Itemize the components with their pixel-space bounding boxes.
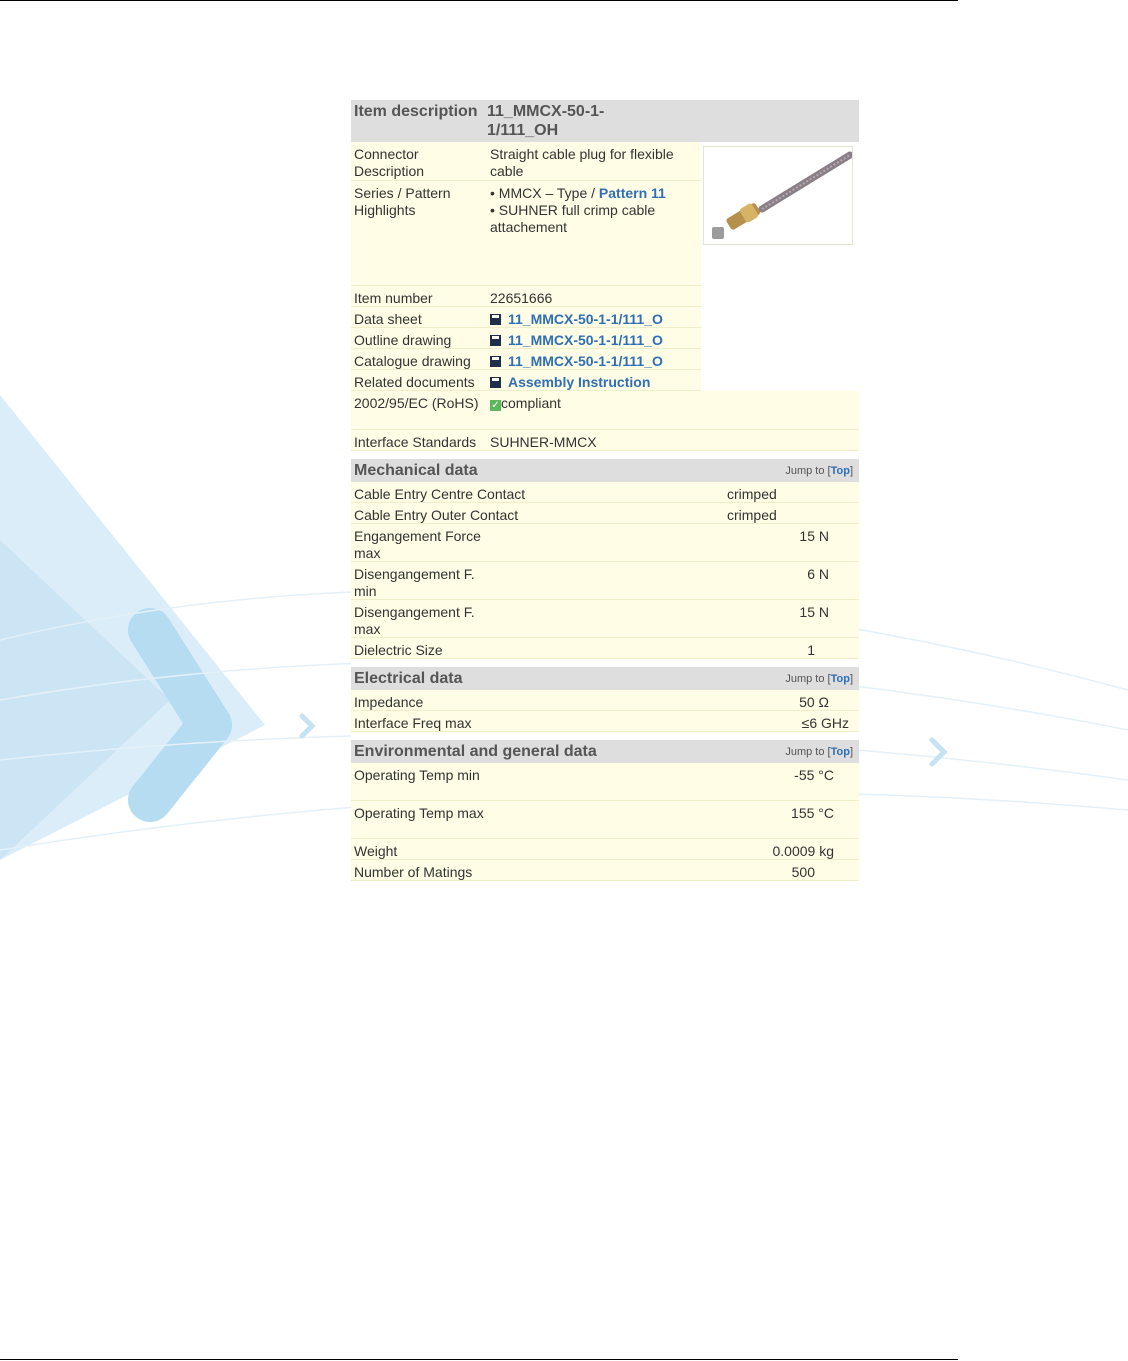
checkmark-icon: ✓: [491, 400, 500, 411]
save-disk-icon: [490, 356, 501, 367]
item-description-header: [351, 100, 859, 142]
save-disk-icon: [490, 335, 501, 346]
table-row: Cable Entry Centre Contact crimped: [351, 482, 859, 503]
item-number-label: Item number: [354, 290, 433, 306]
save-disk-icon: [490, 377, 501, 388]
jump-to-top: Jump to [Top]: [785, 465, 853, 477]
table-row: Operating Temp max 155 °C: [351, 801, 859, 839]
outline-drawing-label: Outline drawing: [354, 332, 452, 348]
bottom-rule: [0, 1359, 958, 1360]
catalogue-drawing-link[interactable]: 11_MMCX-50-1-1/111_O: [508, 353, 663, 369]
item-number-row: [351, 286, 701, 307]
table-row: Impedance 50 Ω: [351, 690, 859, 711]
jump-to-top: Jump to [Top]: [785, 746, 853, 758]
general-section: [351, 142, 859, 451]
item-description-value: 11_MMCX-50-1-1/111_OH: [487, 103, 605, 139]
pattern-link[interactable]: Pattern 11: [598, 185, 666, 201]
rohs-value: compliant: [501, 395, 561, 411]
mechanical-data-title: Mechanical data: [354, 462, 478, 479]
save-disk-icon: [490, 314, 501, 325]
interface-standards-label: Interface Standards: [354, 434, 477, 450]
item-description-label: Item description: [354, 103, 478, 120]
rohs-label: 2002/95/EC (RoHS): [354, 395, 479, 411]
table-row: Engangement Force max 15 N: [351, 524, 859, 562]
item-number-value: 22651666: [490, 290, 553, 306]
table-row: Dielectric Size 1: [351, 638, 859, 659]
jump-top-link[interactable]: Top: [830, 673, 850, 685]
table-row: Number of Matings 500: [351, 860, 859, 881]
catalogue-drawing-label: Catalogue drawing: [354, 353, 471, 369]
table-row: Disengangement F. min 6 N: [351, 562, 859, 600]
data-sheet-label: Data sheet: [354, 311, 422, 327]
related-documents-label: Related documents: [354, 374, 475, 390]
table-row: Interface Freq max ≤6 GHz: [351, 711, 859, 732]
rohs-row: [351, 391, 859, 430]
electrical-data-header: [351, 667, 859, 690]
connector-description-label: Connector Description: [354, 146, 425, 179]
jump-to-top: Jump to [Top]: [785, 673, 853, 685]
data-sheet-row: [351, 307, 701, 328]
outline-drawing-link[interactable]: 11_MMCX-50-1-1/111_O: [508, 332, 663, 348]
series-attachment-text: • SUHNER full crimp cable attachement: [490, 202, 656, 235]
jump-top-link[interactable]: Top: [830, 465, 850, 477]
series-pattern-value: [487, 181, 701, 285]
table-row: Disengangement F. max 15 N: [351, 600, 859, 638]
series-type-text: • MMCX – Type /: [490, 185, 599, 201]
assembly-instruction-link[interactable]: Assembly Instruction: [508, 374, 651, 390]
connector-description-value: Straight cable plug for flexible cable: [490, 146, 674, 179]
interface-standards-value: SUHNER-MMCX: [490, 434, 597, 450]
series-pattern-row: [351, 181, 701, 286]
environmental-data-header: [351, 740, 859, 763]
table-row: Operating Temp min -55 °C: [351, 763, 859, 801]
product-image: [703, 146, 853, 245]
table-row: Cable Entry Outer Contact crimped: [351, 503, 859, 524]
environmental-data-title: Environmental and general data: [354, 743, 597, 760]
series-pattern-label: Series / Pattern Highlights: [354, 185, 451, 218]
data-sheet-link[interactable]: 11_MMCX-50-1-1/111_O: [508, 311, 663, 327]
catalogue-drawing-row: [351, 349, 701, 370]
interface-standards-row: [351, 430, 859, 451]
table-row: Weight 0.0009 kg: [351, 839, 859, 860]
electrical-data-title: Electrical data: [354, 670, 463, 687]
outline-drawing-row: [351, 328, 701, 349]
datasheet-table: [351, 100, 859, 881]
connector-description-row: [351, 142, 701, 181]
jump-top-link[interactable]: Top: [830, 746, 850, 758]
related-documents-row: [351, 370, 701, 391]
mechanical-data-header: [351, 459, 859, 482]
